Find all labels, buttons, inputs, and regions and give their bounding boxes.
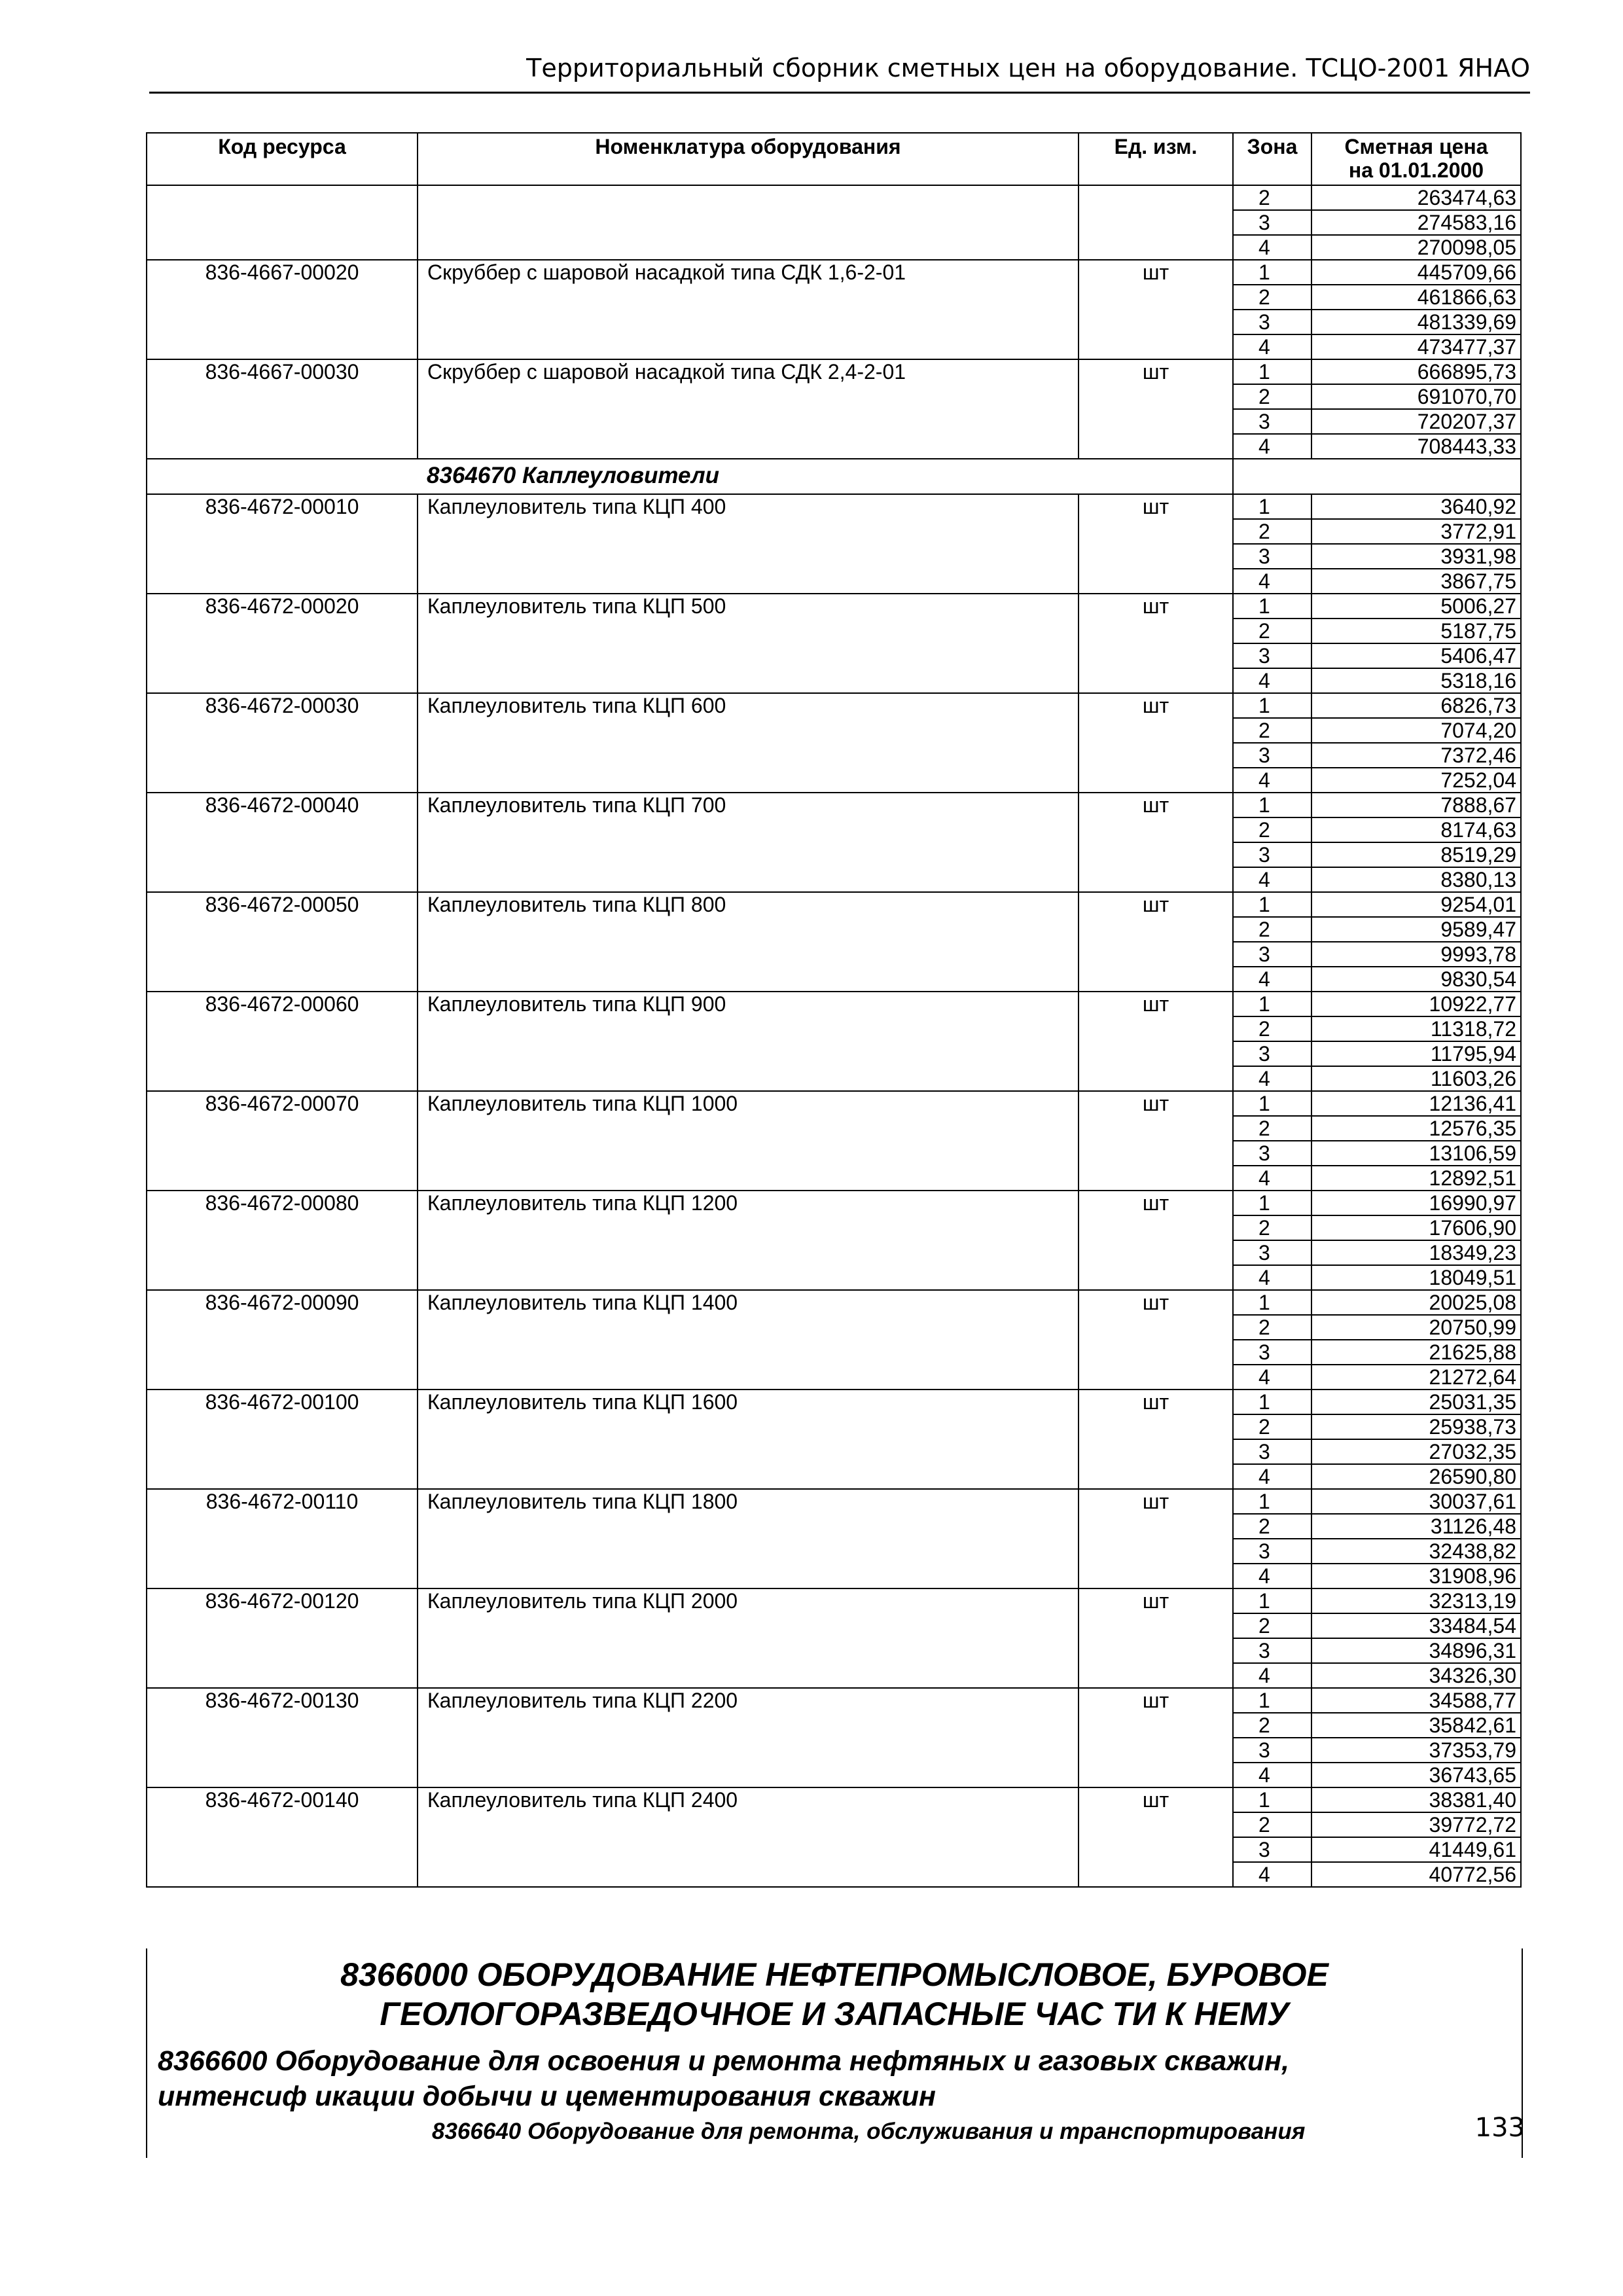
section-title-line1: 8366000 ОБОРУДОВАНИЕ НЕФТЕПРОМЫСЛОВОЕ, БУРОВОЕ [340,1956,1329,1993]
price-cell: 33484,54 [1311,1613,1521,1638]
zone-cell: 3 [1233,310,1311,334]
zone-cell: 2 [1233,718,1311,743]
code-cell: 836-4667-00020 [147,260,418,359]
code-cell: 836-4667-00030 [147,359,418,459]
table-header-row [147,133,1521,185]
zone-cell: 2 [1233,917,1311,942]
price-cell: 5406,47 [1311,643,1521,668]
price-cell: 473477,37 [1311,334,1521,359]
name-cell [418,185,1079,260]
zone-cell: 4 [1233,1365,1311,1390]
price-cell: 34896,31 [1311,1638,1521,1663]
price-cell: 32438,82 [1311,1539,1521,1564]
name-cell: Каплеуловитель типа КЦП 1600 [418,1390,1079,1489]
unit-cell: шт [1079,494,1233,594]
col-header-price [1311,133,1521,185]
price-cell: 37353,79 [1311,1738,1521,1763]
price-cell: 720207,37 [1311,409,1521,434]
zone-cell: 2 [1233,1514,1311,1539]
price-cell: 3772,91 [1311,519,1521,544]
zone-cell: 1 [1233,260,1311,285]
price-cell: 274583,16 [1311,210,1521,235]
unit-cell: шт [1079,594,1233,693]
code-cell: 836-4672-00050 [147,892,418,992]
name-cell: Каплеуловитель типа КЦП 1200 [418,1191,1079,1290]
price-cell: 11318,72 [1311,1016,1521,1041]
zone-cell: 3 [1233,1240,1311,1265]
col-header-code: Код ресурса [147,133,418,185]
table-row [147,1588,1521,1613]
zone-cell: 1 [1233,359,1311,384]
code-cell: 836-4672-00010 [147,494,418,594]
zone-cell: 4 [1233,1166,1311,1191]
subsection-title: 8364670 Каплеуловители [418,459,1233,494]
price-cell: 25031,35 [1311,1390,1521,1414]
subsection-empty-cell [1233,459,1521,494]
zone-cell: 4 [1233,768,1311,793]
table-row [147,260,1521,285]
zone-cell: 3 [1233,1340,1311,1365]
zone-cell: 3 [1233,1539,1311,1564]
zone-cell: 2 [1233,1414,1311,1439]
zone-cell: 1 [1233,1588,1311,1613]
price-cell: 7252,04 [1311,768,1521,793]
zone-cell: 3 [1233,1439,1311,1464]
section-title [147,1955,1522,2034]
zone-cell: 4 [1233,1066,1311,1091]
section-block [146,1948,1523,2158]
price-cell: 5318,16 [1311,668,1521,693]
name-cell: Скруббер с шаровой насадкой типа СДК 1,6-2-01 [418,260,1079,359]
col-header-unit: Ед. изм. [1079,133,1233,185]
price-cell: 8174,63 [1311,817,1521,842]
name-cell: Каплеуловитель типа КЦП 700 [418,793,1079,892]
price-cell: 16990,97 [1311,1191,1521,1215]
table-row [147,185,1521,210]
price-cell: 12576,35 [1311,1116,1521,1141]
zone-cell: 1 [1233,1688,1311,1713]
unit-cell: шт [1079,1688,1233,1787]
table-row [147,793,1521,817]
price-cell: 445709,66 [1311,260,1521,285]
zone-cell: 1 [1233,1489,1311,1514]
price-cell: 6826,73 [1311,693,1521,718]
zone-cell: 2 [1233,619,1311,643]
code-cell: 836-4672-00080 [147,1191,418,1290]
price-cell: 18049,51 [1311,1265,1521,1290]
table-row [147,594,1521,619]
price-cell: 7888,67 [1311,793,1521,817]
name-cell: Каплеуловитель типа КЦП 400 [418,494,1079,594]
zone-cell: 1 [1233,494,1311,519]
price-cell: 9254,01 [1311,892,1521,917]
zone-cell: 4 [1233,569,1311,594]
price-cell: 11603,26 [1311,1066,1521,1091]
code-cell: 836-4672-00020 [147,594,418,693]
zone-cell: 3 [1233,842,1311,867]
code-cell: 836-4672-00090 [147,1290,418,1390]
table-row [147,1688,1521,1713]
zone-cell: 3 [1233,1041,1311,1066]
price-cell: 39772,72 [1311,1812,1521,1837]
unit-cell: шт [1079,1191,1233,1290]
code-cell: 836-4672-00040 [147,793,418,892]
section-title-line2: ГЕОЛОГОРАЗВЕДОЧНОЕ И ЗАПАСНЫЕ ЧАС ТИ К НЕМУ [380,1996,1289,2032]
price-cell: 481339,69 [1311,310,1521,334]
price-cell: 21272,64 [1311,1365,1521,1390]
zone-cell: 2 [1233,817,1311,842]
price-cell: 36743,65 [1311,1763,1521,1787]
table-row [147,693,1521,718]
name-cell: Каплеуловитель типа КЦП 2400 [418,1787,1079,1887]
price-cell: 7372,46 [1311,743,1521,768]
zone-cell: 2 [1233,1016,1311,1041]
code-cell: 836-4672-00140 [147,1787,418,1887]
zone-cell: 3 [1233,1738,1311,1763]
table-body [147,185,1521,1887]
price-cell: 21625,88 [1311,1340,1521,1365]
price-cell: 32313,19 [1311,1588,1521,1613]
price-cell: 5006,27 [1311,594,1521,619]
zone-cell: 2 [1233,1713,1311,1738]
zone-cell: 3 [1233,409,1311,434]
price-cell: 11795,94 [1311,1041,1521,1066]
zone-cell: 4 [1233,434,1311,459]
price-cell: 25938,73 [1311,1414,1521,1439]
name-cell: Каплеуловитель типа КЦП 2200 [418,1688,1079,1787]
table-row [147,1290,1521,1315]
section-subsubtitle: 8366640 Оборудование для ремонта, обслуживания и транспортирования [432,2119,1306,2144]
zone-cell: 3 [1233,210,1311,235]
code-cell: 836-4672-00100 [147,1390,418,1489]
zone-cell: 4 [1233,867,1311,892]
price-cell: 13106,59 [1311,1141,1521,1166]
price-cell: 40772,56 [1311,1862,1521,1887]
zone-cell: 4 [1233,334,1311,359]
zone-cell: 1 [1233,693,1311,718]
price-cell: 270098,05 [1311,235,1521,260]
name-cell: Каплеуловитель типа КЦП 1400 [418,1290,1079,1390]
zone-cell: 1 [1233,992,1311,1016]
table-row [147,494,1521,519]
price-cell: 666895,73 [1311,359,1521,384]
table-row [147,892,1521,917]
zone-cell: 1 [1233,892,1311,917]
price-cell: 3867,75 [1311,569,1521,594]
zone-cell: 2 [1233,1812,1311,1837]
price-cell: 31908,96 [1311,1564,1521,1588]
name-cell: Каплеуловитель типа КЦП 500 [418,594,1079,693]
unit-cell: шт [1079,1390,1233,1489]
section-subtitle-line1: 8366600 Оборудование для освоения и ремонта нефтяных и газовых скважин, [158,2045,1290,2077]
zone-cell: 4 [1233,1763,1311,1787]
table-row [147,992,1521,1016]
price-cell: 691070,70 [1311,384,1521,409]
unit-cell: шт [1079,1588,1233,1688]
section-subtitle [158,2043,1519,2114]
zone-cell: 4 [1233,1265,1311,1290]
unit-cell: шт [1079,793,1233,892]
code-cell: 836-4672-00110 [147,1489,418,1588]
price-table [146,132,1520,1888]
header-title: Территориальный сборник сметных цен на оборудование. ТСЦО-2001 ЯНАО [526,54,1530,82]
zone-cell: 2 [1233,519,1311,544]
price-cell: 8380,13 [1311,867,1521,892]
price-cell: 41449,61 [1311,1837,1521,1862]
col-header-name: Номенклатура оборудования [418,133,1079,185]
price-cell: 3931,98 [1311,544,1521,569]
price-cell: 27032,35 [1311,1439,1521,1464]
zone-cell: 3 [1233,1837,1311,1862]
unit-cell: шт [1079,1787,1233,1887]
zone-cell: 3 [1233,1141,1311,1166]
unit-cell: шт [1079,1091,1233,1191]
zone-cell: 1 [1233,1191,1311,1215]
zone-cell: 4 [1233,668,1311,693]
zone-cell: 2 [1233,1215,1311,1240]
zone-cell: 2 [1233,185,1311,210]
code-cell [147,185,418,260]
price-cell: 34326,30 [1311,1663,1521,1688]
unit-cell: шт [1079,1489,1233,1588]
zone-cell: 1 [1233,793,1311,817]
zone-cell: 2 [1233,384,1311,409]
zone-cell: 2 [1233,1116,1311,1141]
table-row [147,1390,1521,1414]
zone-cell: 4 [1233,1862,1311,1887]
code-cell: 836-4672-00130 [147,1688,418,1787]
price-cell: 20750,99 [1311,1315,1521,1340]
col-header-price-line2: на 01.01.2000 [1348,158,1484,182]
zone-cell: 3 [1233,544,1311,569]
name-cell: Каплеуловитель типа КЦП 1800 [418,1489,1079,1588]
code-cell: 836-4672-00070 [147,1091,418,1191]
price-cell: 5187,75 [1311,619,1521,643]
table-row [147,359,1521,384]
name-cell: Каплеуловитель типа КЦП 1000 [418,1091,1079,1191]
zone-cell: 3 [1233,643,1311,668]
zone-cell: 4 [1233,235,1311,260]
zone-cell: 2 [1233,285,1311,310]
price-cell: 35842,61 [1311,1713,1521,1738]
name-cell: Скруббер с шаровой насадкой типа СДК 2,4-2-01 [418,359,1079,459]
unit-cell: шт [1079,260,1233,359]
name-cell: Каплеуловитель типа КЦП 2000 [418,1588,1079,1688]
subsection-empty-cell [147,459,418,494]
price-cell: 10922,77 [1311,992,1521,1016]
unit-cell: шт [1079,693,1233,793]
price-cell: 263474,63 [1311,185,1521,210]
price-cell: 7074,20 [1311,718,1521,743]
zone-cell: 3 [1233,942,1311,967]
price-cell: 9589,47 [1311,917,1521,942]
code-cell: 836-4672-00060 [147,992,418,1091]
table-row [147,1191,1521,1215]
price-cell: 9993,78 [1311,942,1521,967]
price-cell: 3640,92 [1311,494,1521,519]
col-header-zone: Зона [1233,133,1311,185]
table-row [147,1787,1521,1812]
zone-cell: 1 [1233,1787,1311,1812]
name-cell: Каплеуловитель типа КЦП 900 [418,992,1079,1091]
zone-cell: 1 [1233,594,1311,619]
zone-cell: 4 [1233,967,1311,992]
name-cell: Каплеуловитель типа КЦП 600 [418,693,1079,793]
price-cell: 8519,29 [1311,842,1521,867]
price-cell: 461866,63 [1311,285,1521,310]
zone-cell: 1 [1233,1390,1311,1414]
page-header [149,45,1530,94]
price-cell: 12892,51 [1311,1166,1521,1191]
table-row [147,1091,1521,1116]
price-cell: 12136,41 [1311,1091,1521,1116]
unit-cell: шт [1079,359,1233,459]
zone-cell: 4 [1233,1663,1311,1688]
zone-cell: 4 [1233,1464,1311,1489]
section-subtitle-line2: интенсиф икации добычи и цементирования скважин [158,2081,936,2112]
zone-cell: 1 [1233,1091,1311,1116]
zone-cell: 3 [1233,743,1311,768]
col-header-price-line1: Сметная цена [1344,135,1488,158]
zone-cell: 2 [1233,1613,1311,1638]
zone-cell: 1 [1233,1290,1311,1315]
unit-cell: шт [1079,892,1233,992]
price-cell: 18349,23 [1311,1240,1521,1265]
zone-cell: 4 [1233,1564,1311,1588]
code-cell: 836-4672-00120 [147,1588,418,1688]
subsection-row [147,459,1521,494]
unit-cell: шт [1079,1290,1233,1390]
price-cell: 30037,61 [1311,1489,1521,1514]
name-cell: Каплеуловитель типа КЦП 800 [418,892,1079,992]
zone-cell: 3 [1233,1638,1311,1663]
code-cell: 836-4672-00030 [147,693,418,793]
price-cell: 20025,08 [1311,1290,1521,1315]
price-cell: 26590,80 [1311,1464,1521,1489]
price-cell: 34588,77 [1311,1688,1521,1713]
zone-cell: 2 [1233,1315,1311,1340]
price-cell: 9830,54 [1311,967,1521,992]
price-cell: 708443,33 [1311,434,1521,459]
table-row [147,1489,1521,1514]
price-cell: 17606,90 [1311,1215,1521,1240]
unit-cell: шт [1079,992,1233,1091]
unit-cell [1079,185,1233,260]
price-cell: 38381,40 [1311,1787,1521,1812]
price-cell: 31126,48 [1311,1514,1521,1539]
page-number: 133 [1474,2113,1525,2143]
